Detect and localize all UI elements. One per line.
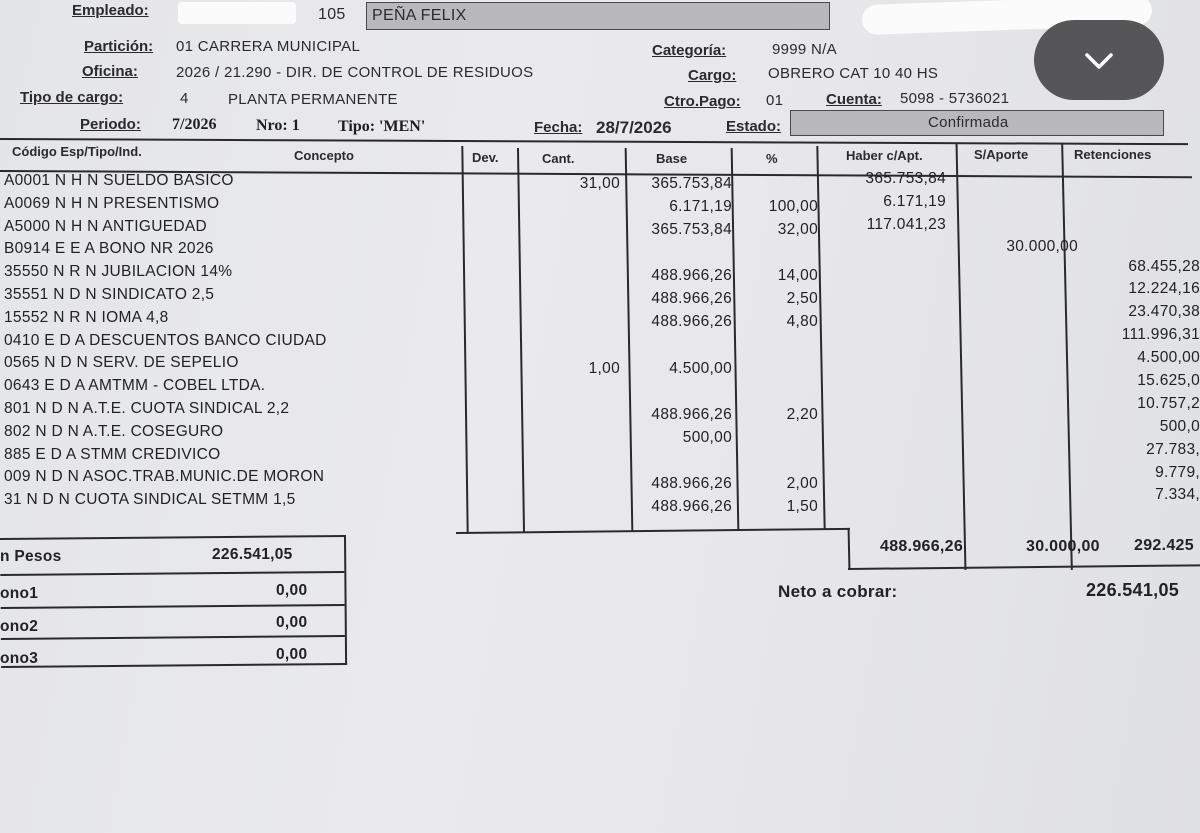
- row-concepto: A0069 N H N PRESENTISMO: [4, 194, 220, 212]
- row-pct: 1,50: [786, 497, 818, 515]
- empleado-name: PEÑA FELIX: [372, 7, 467, 24]
- row-concepto: 0565 N D N SERV. DE SEPELIO: [4, 354, 239, 372]
- row-pct: 2,20: [786, 405, 818, 423]
- row-base: 4.500,00: [669, 359, 732, 377]
- ctro-pago-value: 01: [766, 92, 784, 109]
- divider-base: [625, 148, 633, 532]
- row-base: 488.966,26: [651, 474, 732, 492]
- summary-value-pesos: 226.541,05: [212, 546, 293, 563]
- neto-label: Neto a cobrar:: [778, 582, 898, 601]
- oficina-label: Oficina:: [82, 63, 138, 80]
- row-retenciones: 12.224,16: [1128, 280, 1200, 298]
- fecha-label: Fecha:: [534, 119, 583, 136]
- totals-bottom-line: [848, 564, 1200, 569]
- cuenta-value: 5098 - 5736021: [900, 90, 1010, 107]
- row-saporte: 30.000,00: [1006, 238, 1078, 256]
- row-retenciones: 4.500,00: [1137, 349, 1200, 367]
- total-saporte: 30.000,00: [1026, 538, 1100, 555]
- cargo-value: OBRERO CAT 10 40 HS: [768, 65, 939, 82]
- row-base: 500,00: [682, 428, 732, 446]
- row-retenciones: 27.783,: [1146, 440, 1200, 458]
- row-concepto: 31 N D N CUOTA SINDICAL SETMM 1,5: [4, 491, 296, 509]
- periodo-value: 7/2026: [172, 116, 217, 133]
- divider-cant: [517, 148, 525, 532]
- estado-value: Confirmada: [928, 114, 1009, 131]
- redacted-area: [178, 2, 296, 24]
- totals-left-line: [848, 528, 850, 570]
- summary-label-pesos: n Pesos: [0, 548, 62, 565]
- ctro-pago-label: Ctro.Pago:: [664, 93, 741, 110]
- row-base: 488.966,26: [651, 267, 732, 285]
- col-codigo: Código Esp/Tipo/Ind.: [12, 144, 142, 159]
- col-cant: Cant.: [542, 151, 575, 166]
- row-haber: 6.171,19: [883, 192, 946, 210]
- tipo-cargo-number: 4: [180, 90, 189, 107]
- table-top-line: [0, 138, 1188, 145]
- row-pct: 4,80: [786, 313, 818, 331]
- row-concepto: 0410 E D A DESCUENTOS BANCO CIUDAD: [4, 331, 327, 349]
- row-cant: 1,00: [588, 359, 620, 377]
- row-base: 365.753,84: [651, 175, 732, 192]
- row-concepto: 15552 N R N IOMA 4,8: [4, 308, 169, 326]
- row-retenciones: 68.455,28: [1128, 257, 1200, 275]
- row-haber: 117.041,23: [866, 215, 946, 233]
- col-pct: %: [766, 151, 778, 166]
- chevron-down-icon: [1082, 44, 1116, 78]
- row-concepto: 802 N D N A.T.E. COSEGURO: [4, 422, 224, 440]
- row-base: 365.753,84: [651, 221, 732, 239]
- divider-saporte: [956, 144, 966, 570]
- periodo-label: Periodo:: [80, 116, 141, 133]
- neto-value: 226.541,05: [1086, 580, 1180, 600]
- particion-label: Partición:: [84, 38, 154, 55]
- row-pct: 32,00: [777, 221, 818, 239]
- col-retenciones: Retenciones: [1074, 147, 1152, 162]
- summary-label-bono2: ono2: [0, 618, 39, 635]
- collapse-button[interactable]: [1034, 20, 1164, 100]
- nro-label: Nro: 1: [256, 117, 300, 134]
- row-pct: 14,00: [777, 267, 818, 285]
- total-haber: 488.966,26: [880, 538, 964, 555]
- summary-label-bono3: ono3: [0, 650, 39, 667]
- empleado-label: Empleado:: [72, 2, 149, 19]
- tipo-cargo-value: PLANTA PERMANENTE: [228, 91, 398, 108]
- table-bottom-line: [456, 528, 850, 534]
- row-cant: 31,00: [579, 175, 620, 192]
- row-base: 6.171,19: [669, 198, 732, 216]
- row-base: 488.966,26: [651, 290, 732, 308]
- row-concepto: 885 E D A STMM CREDIVICO: [4, 445, 221, 463]
- row-concepto: 801 N D N A.T.E. CUOTA SINDICAL 2,2: [4, 400, 290, 417]
- row-concepto: B0914 E E A BONO NR 2026: [4, 240, 214, 258]
- row-haber: 365.753,84: [865, 170, 946, 187]
- row-base: 488.966,26: [651, 497, 732, 515]
- row-concepto: 0643 E D A AMTMM - COBEL LTDA.: [4, 377, 266, 395]
- summary-value-bono1: 0,00: [276, 582, 308, 599]
- particion-value: 01 CARRERA MUNICIPAL: [176, 38, 361, 55]
- row-concepto: A5000 N H N ANTIGUEDAD: [4, 217, 207, 235]
- row-concepto: 009 N D N ASOC.TRAB.MUNIC.DE MORON: [4, 468, 325, 486]
- summary-value-bono2: 0,00: [276, 614, 308, 631]
- row-retenciones: 9.779,: [1155, 463, 1200, 481]
- row-retenciones: 111.996,31: [1121, 326, 1200, 344]
- fecha-value: 28/7/2026: [596, 118, 672, 137]
- categoria-label: Categoría:: [652, 42, 727, 59]
- divider-ret: [1061, 144, 1072, 570]
- cuenta-label: Cuenta:: [826, 91, 882, 108]
- row-base: 488.966,26: [651, 405, 732, 423]
- tipo-label: Tipo: 'MEN': [338, 118, 426, 135]
- empleado-number: 105: [318, 6, 346, 23]
- tipo-cargo-label: Tipo de cargo:: [20, 89, 124, 106]
- total-retenciones: 292.425: [1134, 537, 1194, 554]
- summary-label-bono1: ono1: [0, 585, 39, 602]
- row-base: 488.966,26: [651, 313, 732, 331]
- row-retenciones: 10.757,2: [1137, 394, 1200, 412]
- row-retenciones: 500,0: [1159, 417, 1200, 435]
- col-base: Base: [656, 151, 688, 166]
- row-retenciones: 15.625,0: [1137, 372, 1200, 389]
- oficina-value: 2026 / 21.290 - DIR. DE CONTROL DE RESIDUOS: [176, 64, 534, 81]
- estado-label: Estado:: [726, 118, 782, 135]
- col-saporte: S/Aporte: [974, 147, 1029, 162]
- row-pct: 2,50: [786, 290, 818, 308]
- row-pct: 100,00: [768, 198, 818, 216]
- divider-dev: [461, 146, 468, 534]
- row-concepto: 35551 N D N SINDICATO 2,5: [4, 286, 215, 303]
- row-retenciones: 7.334,: [1155, 486, 1200, 504]
- col-haber: Haber c/Apt.: [846, 148, 923, 163]
- row-concepto: 35550 N R N JUBILACION 14%: [4, 263, 233, 281]
- categoria-value: 9999 N/A: [772, 41, 837, 58]
- row-retenciones: 23.470,38: [1128, 303, 1200, 321]
- row-pct: 2,00: [786, 474, 818, 492]
- summary-value-bono3: 0,00: [276, 646, 308, 663]
- row-concepto: A0001 N H N SUELDO BASICO: [4, 172, 234, 189]
- cargo-label: Cargo:: [688, 67, 737, 84]
- col-dev: Dev.: [472, 150, 499, 165]
- col-concepto: Concepto: [294, 148, 354, 163]
